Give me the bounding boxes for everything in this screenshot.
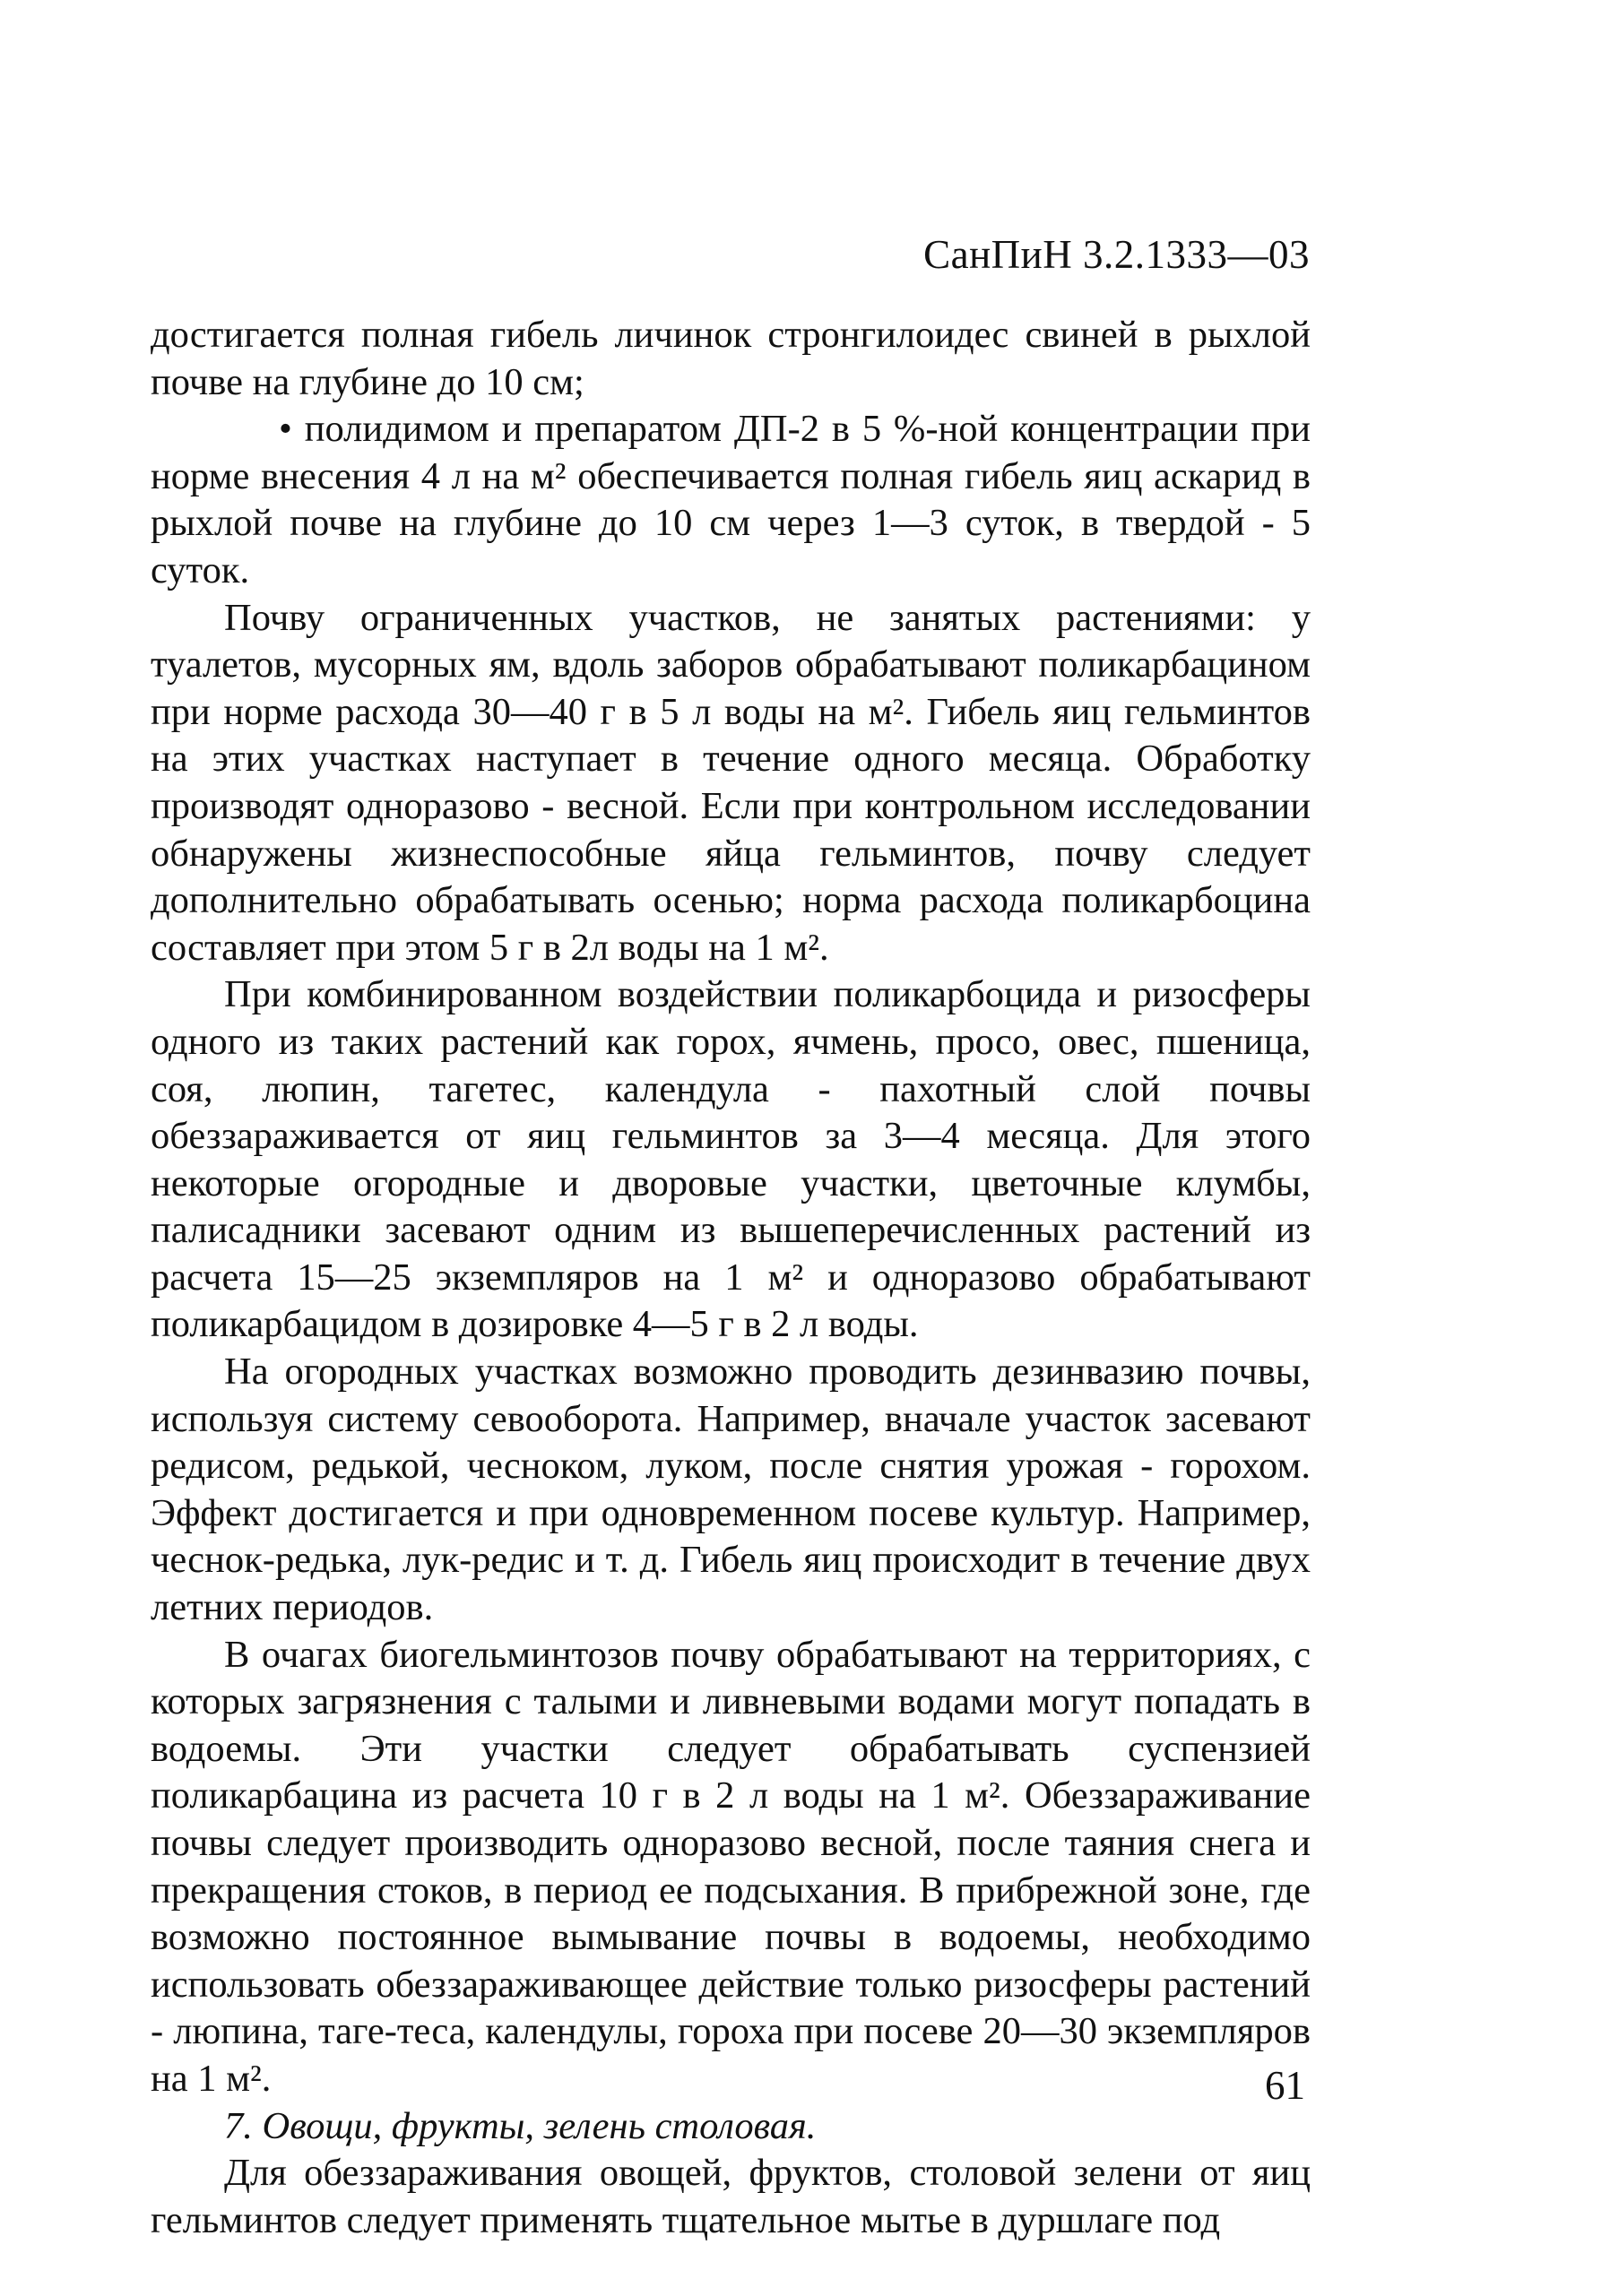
paragraph-biohelminthiasis-foci: В очагах биогельминтозов почву обрабатывают на территориях, с которых загрязнения с талыми и ливневыми водами могут попадать в водоемы. Эти участки следует обрабатывать суспензией поликарбацина из расчета 10 г в 2 л воды на 1 м². Обеззараживание почвы следует производить одноразово весной, после таяния снега и прекращения стоков, в период ее подсыхания. В прибрежной зоне, где возможно постоянное вымывание почвы в водоемы, необходимо использовать обеззараживающее действие только ризосферы растений - люпина, таге-теса, календулы, гороха при посеве 20—30 экземпляров на 1 м². <box>151 1633 1311 2100</box>
paragraph-continuation: достигается полная гибель личинок стронгилоидес свиней в рыхлой почве на глубине до 10 см; <box>151 314 1311 403</box>
page-number: 61 <box>1265 2063 1305 2108</box>
body-text <box>151 312 1311 2244</box>
section-heading-vegetables: 7. Овощи, фрукты, зелень столовая. <box>224 2104 817 2147</box>
paragraph-limited-areas: Почву ограниченных участков, не занятых растениями: у туалетов, мусорных ям, вдоль заборов обрабатывают поликарбацином при норме расхода 30—40 г в 5 л воды на м². Гибель яиц гельминтов на этих участках наступает в течение одного месяца. Обработку производят одноразово - весной. Если при контрольном исследовании обнаружены жизнеспособные яйца гельминтов, почву следует дополнительно обрабатывать осенью; норма расхода поликарбоцина составляет при этом 5 г в 2л воды на 1 м². <box>151 596 1311 969</box>
running-header: СанПиН 3.2.1333—03 <box>923 232 1310 277</box>
paragraph-crop-rotation: На огородных участках возможно проводить дезинвазию почвы, используя систему севооборота. Например, вначале участок засевают редисом, редькой, чесноком, луком, после снятия урожая - горохом. Эффект достигается и при одновременном посеве культур. Например, чеснок-редька, лук-редис и т. д. Гибель яиц происходит в течение двух летних периодов. <box>151 1351 1311 1629</box>
paragraph-vegetables-washing: Для обеззараживания овощей, фруктов, столовой зелени от яиц гельминтов следует применять тщательное мытье в дуршлаге под <box>151 2152 1311 2241</box>
paragraph-bullet-polidim: • полидимом и препаратом ДП-2 в 5 %-ной концентрации при норме внесения 4 л на м² обеспечивается полная гибель яиц аскарид в рыхлой почве на глубине до 10 см через 1—3 суток, в твердой - 5 суток. <box>151 408 1311 591</box>
paragraph-combined-action: При комбинированном воздействии поликарбоцида и ризосферы одного из таких растений как горох, ячмень, просо, овес, пшеница, соя, люпин, тагетес, календула - пахотный слой почвы обеззараживается от яиц гельминтов за 3—4 месяца. Для этого некоторые огородные и дворовые участки, цветочные клумбы, палисадники засевают одним из вышеперечисленных растений из расчета 15—25 экземпляров на 1 м² и одноразово обрабатывают поликарбацидом в дозировке 4—5 г в 2 л воды. <box>151 973 1311 1346</box>
